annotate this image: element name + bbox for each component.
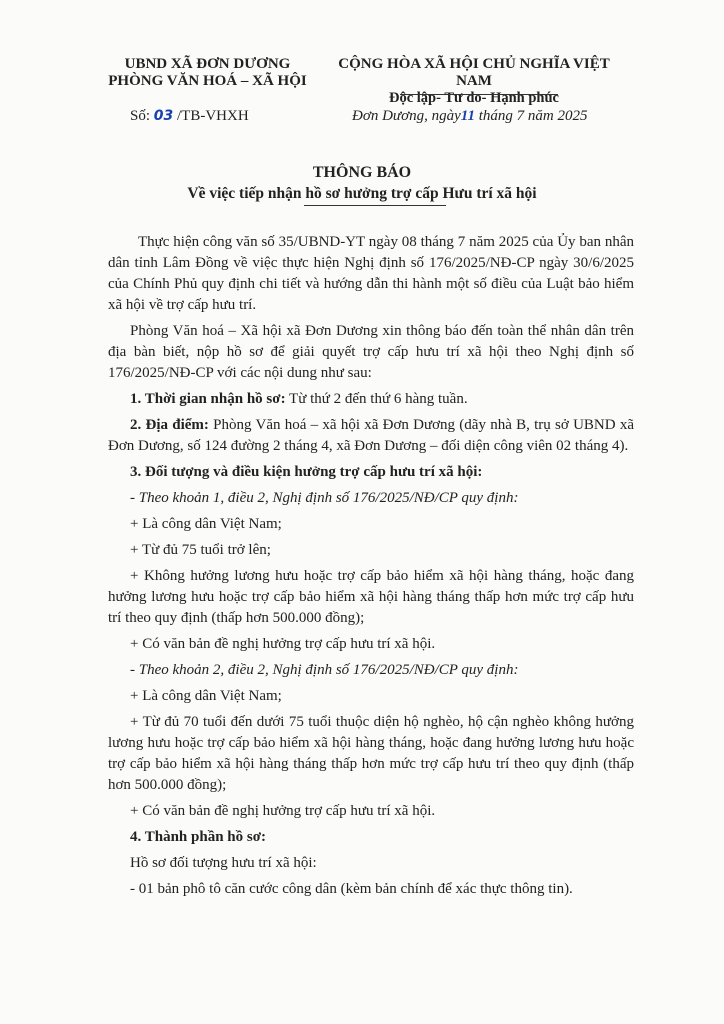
section-4-subheading: Hồ sơ đối tượng hưu trí xã hội: <box>130 855 317 871</box>
document-number <box>130 108 249 125</box>
section-1-text: Từ thứ 2 đến thứ 6 hàng tuần. <box>285 391 468 407</box>
date-day-handwritten: 11 <box>460 108 475 124</box>
document-date <box>352 108 587 125</box>
doc-number-suffix: /TB-VHXH <box>177 108 249 124</box>
date-suffix: tháng 7 năm 2025 <box>478 108 588 124</box>
national-motto: Độc lập- Tư do- Hạnh phúc <box>389 90 559 106</box>
issuer-line-1: UBND XÃ ĐƠN DƯƠNG <box>124 56 291 72</box>
list-item: + Từ đủ 75 tuổi trở lên; <box>130 542 271 558</box>
list-item: + Là công dân Việt Nam; <box>130 516 282 532</box>
section-4-heading: 4. Thành phần hồ sơ: <box>130 829 267 845</box>
national-title: CỘNG HÒA XÃ HỘI CHỦ NGHĨA VIỆT NAM <box>338 56 610 89</box>
list-item: - 01 bản phô tô căn cước công dân (kèm bản chính để xác thực thông tin). <box>130 881 573 897</box>
section-3-heading: 3. Đối tượng và điều kiện hưởng trợ cấp hưu trí xã hội: <box>130 464 483 480</box>
document-subtitle: Về việc tiếp nhận hồ sơ hưởng trợ cấp Hưu trí xã hội <box>187 185 537 202</box>
section-3-clause-1: - Theo khoản 1, điều 2, Nghị định số 176/2025/NĐ/CP quy định: <box>130 490 519 506</box>
paragraph-announcement: Phòng Văn hoá – Xã hội xã Đơn Dương xin thông báo đến toàn thể nhân dân trên địa bàn biết, nộp hồ sơ để giải quyết trợ cấp hưu trí xã hội theo Nghị định số 176/2025/NĐ-CP với các nội dung như sau: <box>108 323 634 381</box>
document-title: THÔNG BÁO <box>312 164 412 181</box>
document-body <box>108 232 634 905</box>
list-item: + Có văn bản đề nghị hưởng trợ cấp hưu trí xã hội. <box>130 803 436 819</box>
national-header <box>320 56 628 107</box>
issuer-line-2: PHÒNG VĂN HOÁ – XÃ HỘI <box>108 73 307 89</box>
paragraph-intro: Thực hiện công văn số 35/UBND-YT ngày 08 tháng 7 năm 2025 của Ủy ban nhân dân tỉnh Lâm Đồng về việc thực hiện Nghị định số 176/2025/NĐ-CP ngày 30/6/2025 của Chính Phủ quy định chi tiết và hướng dẫn thi hành một số điều của Luật bảo hiểm xã hội về trợ cấp hưu trí. <box>108 234 634 313</box>
list-item: + Không hưởng lương hưu hoặc trợ cấp bảo hiểm xã hội hàng tháng, hoặc đang hưởng lương hưu hoặc trợ cấp bảo hiểm xã hội hàng tháng thấp hơn mức trợ cấp hưu trí theo quy định (thấp hơn 500.000 đồng); <box>108 568 634 626</box>
list-item: + Có văn bản đề nghị hưởng trợ cấp hưu trí xã hội. <box>130 636 436 652</box>
section-1-label: 1. Thời gian nhận hồ sơ: <box>130 391 286 407</box>
section-2-label: 2. Địa điểm: <box>130 417 209 433</box>
section-2-text: Phòng Văn hoá – xã hội xã Đơn Dương (dãy nhà B, trụ sở UBND xã Đơn Dương, số 124 đường 2 tháng 4, xã Đơn Dương – đối diện công viên 02 tháng 4). <box>108 417 634 454</box>
section-1 <box>108 389 634 410</box>
list-item: + Là công dân Việt Nam; <box>130 688 282 704</box>
motto-underline <box>400 94 558 95</box>
section-2 <box>108 415 634 457</box>
subtitle-underline <box>304 205 446 206</box>
list-item: + Từ đủ 70 tuổi đến dưới 75 tuổi thuộc diện hộ nghèo, hộ cận nghèo không hưởng lương hưu hoặc trợ cấp bảo hiểm xã hội hàng tháng, hoặc đang hưởng lương hưu hoặc trợ cấp bảo hiểm xã hội hàng tháng thấp hơn mức trợ cấp hưu trí theo quy định (thấp hơn 500.000 đồng); <box>108 714 634 793</box>
issuer-block <box>100 56 315 90</box>
doc-number-handwritten: 03 <box>153 108 174 124</box>
doc-number-prefix: Số: <box>130 108 151 124</box>
section-3-clause-2: - Theo khoản 2, điều 2, Nghị định số 176/2025/NĐ/CP quy định: <box>130 662 519 678</box>
date-prefix: Đơn Dương, ngày <box>352 108 461 124</box>
